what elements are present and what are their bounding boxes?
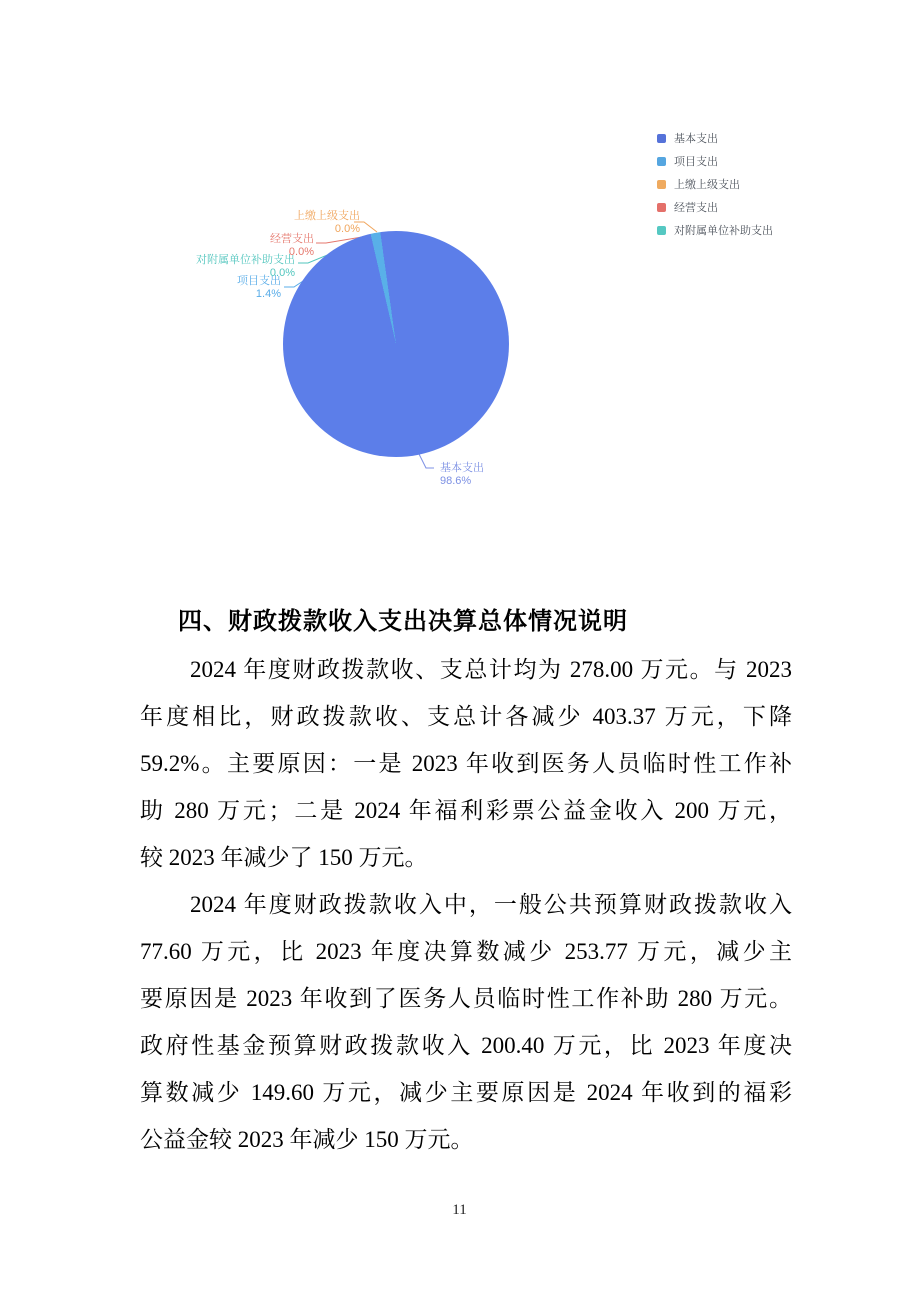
callout-value: 0.0% [334, 223, 360, 235]
callout-label: 经营支出 [270, 233, 314, 245]
paragraph-line: 政府性基金预算财政拨款收入 200.40 万元，比 2023 年度决 [140, 1033, 792, 1058]
legend-label: 对附属单位补助支出 [674, 225, 773, 237]
callout-value: 1.4% [255, 288, 281, 300]
paragraph-line: 要原因是 2023 年收到了医务人员临时性工作补助 280 万元。 [140, 986, 792, 1011]
page-number: 11 [452, 1202, 467, 1218]
legend-marker-icon [657, 157, 666, 166]
paragraph-line: 2024 年度财政拨款收入中，一般公共预算财政拨款收入 [190, 892, 792, 917]
paragraph-line: 2024 年度财政拨款收、支总计均为 278.00 万元。与 2023 [190, 657, 792, 682]
chart-legend [657, 130, 773, 238]
callout-xiangmu [237, 275, 281, 301]
legend-label: 基本支出 [674, 133, 718, 145]
paragraph-line: 59.2%。主要原因：一是 2023 年收到医务人员临时性工作补 [140, 751, 792, 776]
legend-marker-icon [657, 134, 666, 143]
legend-item-shangjiao[interactable] [657, 176, 773, 192]
paragraph-line: 年度相比，财政拨款收、支总计各减少 403.37 万元，下降 [140, 704, 792, 729]
legend-item-fushu[interactable] [657, 222, 773, 238]
legend-item-jiben[interactable] [657, 130, 773, 146]
legend-item-xiangmu[interactable] [657, 153, 773, 169]
callout-jiben [440, 462, 484, 488]
callout-value: 0.0% [269, 267, 295, 279]
legend-label: 项目支出 [674, 156, 718, 168]
callout-value: 98.6% [440, 475, 472, 487]
expenditure-pie-chart [0, 100, 919, 520]
callout-label: 基本支出 [440, 462, 484, 474]
legend-label: 经营支出 [674, 202, 718, 214]
callout-label: 项目支出 [237, 275, 281, 287]
paragraph-line: 助 280 万元；二是 2024 年福利彩票公益金收入 200 万元， [140, 798, 792, 823]
pie-graphic[interactable] [283, 231, 509, 457]
legend-label: 上缴上级支出 [674, 179, 740, 191]
callout-value: 0.0% [288, 246, 314, 258]
legend-marker-icon [657, 180, 666, 189]
body-text [140, 646, 792, 1163]
callout-label: 上缴上级支出 [294, 210, 360, 222]
callout-label: 对附属单位补助支出 [196, 254, 295, 266]
section-heading: 四、财政拨款收入支出决算总体情况说明 [178, 608, 628, 635]
paragraph-line: 公益金较 2023 年减少 150 万元。 [140, 1127, 474, 1152]
legend-item-jingying[interactable] [657, 199, 773, 215]
paragraph-line: 算数减少 149.60 万元，减少主要原因是 2024 年收到的福彩 [140, 1080, 792, 1105]
legend-marker-icon [657, 203, 666, 212]
legend-marker-icon [657, 226, 666, 235]
paragraph-line: 77.60 万元，比 2023 年度决算数减少 253.77 万元，减少主 [140, 939, 792, 964]
paragraph-line: 较 2023 年减少了 150 万元。 [140, 845, 428, 870]
